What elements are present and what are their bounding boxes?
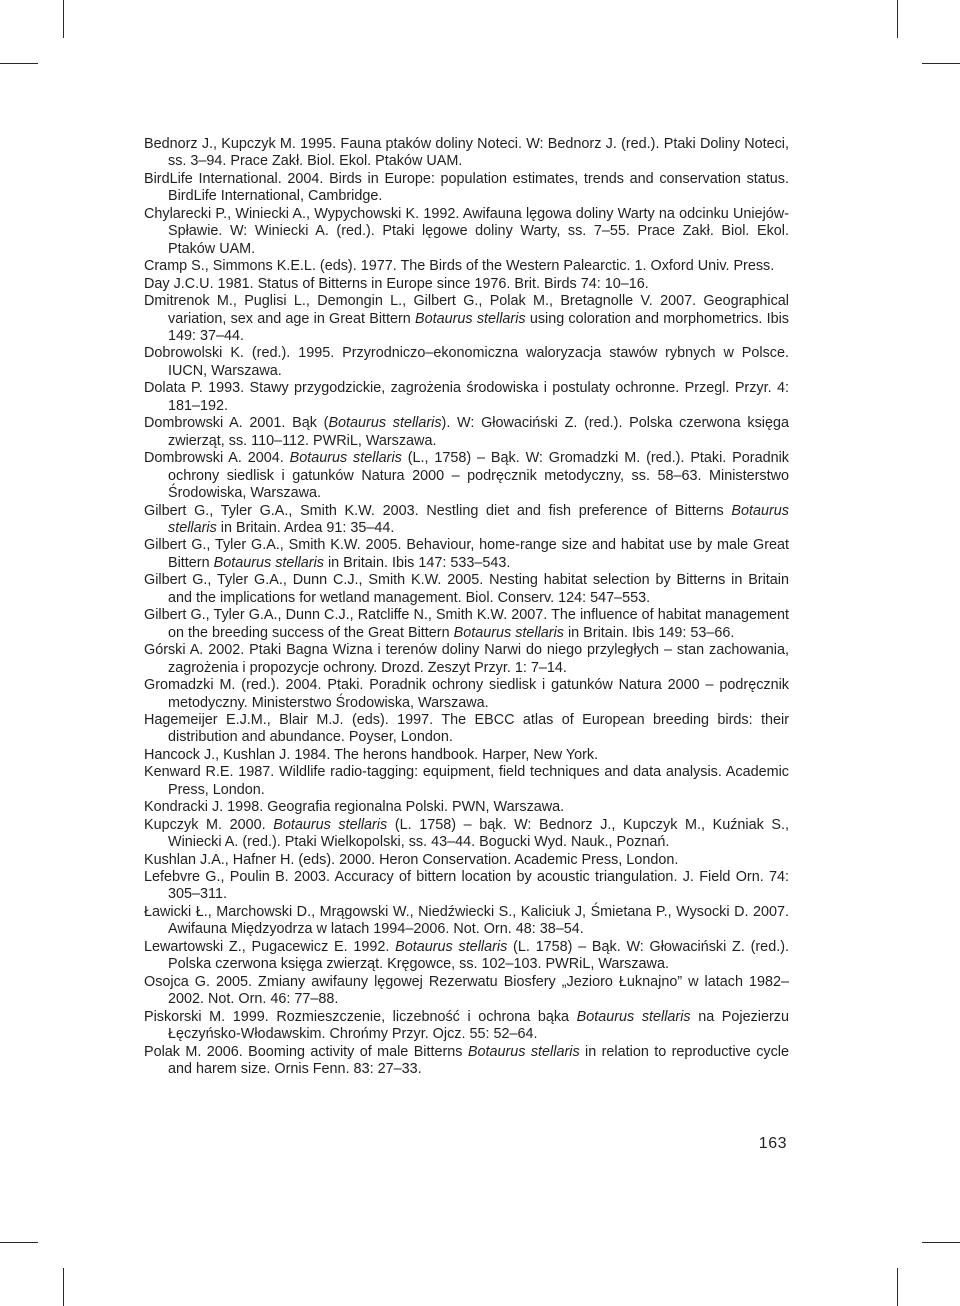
reference-entry: Lewartowski Z., Pugacewicz E. 1992. Botaurus stellaris (L. 1758) – Bąk. W: Głowaciński Z. (red.). Polska czerwona księga zwierząt. Kręgowce, ss. 102–103. PWRiL, Warszawa. [144, 938, 789, 973]
crop-mark-top-left [63, 0, 64, 38]
reference-entry: Hancock J., Kushlan J. 1984. The herons handbook. Harper, New York. [144, 746, 599, 763]
reference-list [144, 136, 789, 1078]
reference-entry: Gilbert G., Tyler G.A., Dunn C.J., Smith K.W. 2005. Nesting habitat selection by Bitterns in Britain and the implications for wetland management. Biol. Conserv. 124: 547–553. [144, 572, 789, 606]
reference-entry: Polak M. 2006. Booming activity of male Bitterns Botaurus stellaris in relation to reproductive cycle and harem size. Ornis Fenn. 83: 27–33. [144, 1043, 789, 1078]
reference-entry: Górski A. 2002. Ptaki Bagna Wizna i terenów doliny Narwi do niego przyległych – stan zachowania, zagrożenia i propozycje ochrony. Drozd. Zeszyt Przyr. 1: 7–14. [144, 642, 789, 676]
reference-entry: Osojca G. 2005. Zmiany awifauny lęgowej Rezerwatu Biosfery „Jezioro Łuknajno” w latach 1982–2002. Not. Orn. 46: 77–88. [144, 973, 789, 1008]
reference-entry: Bednorz J., Kupczyk M. 1995. Fauna ptaków doliny Noteci. W: Bednorz J. (red.). Ptaki Doliny Noteci, ss. 3–94. Prace Zakł. Biol. Ekol. Ptaków UAM. [144, 136, 789, 170]
reference-entry: Ławicki Ł., Marchowski D., Mrągowski W., Niedźwiecki S., Kaliciuk J, Śmietana P., Wysocki D. 2007. Awifauna Międzyodrza w latach 1994–2006. Not. Orn. 48: 38–54. [144, 903, 789, 938]
crop-mark-bottom-right [897, 1268, 898, 1306]
reference-entry: Kondracki J. 1998. Geografia regionalna Polski. PWN, Warszawa. [144, 799, 565, 816]
reference-entry: Kupczyk M. 2000. Botaurus stellaris (L. 1758) – bąk. W: Bednorz J., Kupczyk M., Kuźniak S., Winiecki A. (red.). Ptaki Wielkopolski, ss. 43–44. Bogucki Wyd. Nauk., Poznań. [144, 816, 789, 851]
crop-mark-left-top [0, 63, 38, 64]
reference-entry: Kenward R.E. 1987. Wildlife radio-tagging: equipment, field techniques and data analysis. Academic Press, London. [144, 764, 789, 798]
reference-entry: Cramp S., Simmons K.E.L. (eds). 1977. The Birds of the Western Palearctic. 1. Oxford Univ. Press. [144, 258, 775, 275]
page-number: 163 [758, 1135, 787, 1152]
crop-mark-right-bottom [922, 1242, 960, 1243]
reference-entry: Hagemeijer E.J.M., Blair M.J. (eds). 1997. The EBCC atlas of European breeding birds: their distribution and abundance. Poyser, London. [144, 711, 789, 746]
crop-mark-top-right [897, 0, 898, 38]
reference-entry: Gilbert G., Tyler G.A., Dunn C.J., Ratcliffe N., Smith K.W. 2007. The influence of habitat management on the breeding success of the Great Bittern Botaurus stellaris in Britain. Ibis 149: 53–66. [144, 607, 789, 641]
reference-entry: Gilbert G., Tyler G.A., Smith K.W. 2003. Nestling diet and fish preference of Bitterns Botaurus stellaris in Britain. Ardea 91: 35–44. [144, 502, 789, 536]
reference-entry: Kushlan J.A., Hafner H. (eds). 2000. Heron Conservation. Academic Press, London. [144, 851, 679, 868]
reference-entry: Dolata P. 1993. Stawy przygodzickie, zagrożenia środowiska i postulaty ochronne. Przegl. Przyr. 4: 181–192. [144, 380, 789, 414]
reference-entry: Piskorski M. 1999. Rozmieszczenie, liczebność i ochrona bąka Botaurus stellaris na Pojezierzu Łęczyńsko-Włodawskim. Chrońmy Przyr. Ojcz. 55: 52–64. [144, 1008, 789, 1043]
crop-mark-left-bottom [0, 1242, 38, 1243]
reference-entry: Gilbert G., Tyler G.A., Smith K.W. 2005. Behaviour, home-range size and habitat use by male Great Bittern Botaurus stellaris in Britain. Ibis 147: 533–543. [144, 537, 789, 571]
reference-entry: Dmitrenok M., Puglisi L., Demongin L., Gilbert G., Polak M., Bretagnolle V. 2007. Geographical variation, sex and age in Great Bittern Botaurus stellaris using coloration and morphometrics. Ibis 149: 37–44. [144, 293, 789, 344]
crop-mark-right-top [922, 63, 960, 64]
reference-entry: BirdLife International. 2004. Birds in Europe: population estimates, trends and conservation status. BirdLife International, Cambridge. [144, 170, 789, 205]
reference-entry: Gromadzki M. (red.). 2004. Ptaki. Poradnik ochrony siedlisk i gatunków Natura 2000 – podręcznik metodyczny. Ministerstwo Środowiska, Warszawa. [144, 677, 789, 711]
reference-entry: Dombrowski A. 2001. Bąk (Botaurus stellaris). W: Głowaciński Z. (red.). Polska czerwona księga zwierząt, ss. 110–112. PWRiL, Warszawa. [144, 415, 789, 449]
reference-entry: Dobrowolski K. (red.). 1995. Przyrodniczo–ekonomiczna waloryzacja stawów rybnych w Polsce. IUCN, Warszawa. [144, 345, 789, 379]
reference-entry: Dombrowski A. 2004. Botaurus stellaris (L., 1758) – Bąk. W: Gromadzki M. (red.). Ptaki. Poradnik ochrony siedlisk i gatunków Natura 2000 – podręcznik metodyczny, ss. 58–63. Ministerstwo Środowiska, Warszawa. [144, 450, 789, 502]
reference-entry: Day J.C.U. 1981. Status of Bitterns in Europe since 1976. Brit. Birds 74: 10–16. [144, 275, 649, 292]
reference-entry: Chylarecki P., Winiecki A., Wypychowski K. 1992. Awifauna lęgowa doliny Warty na odcinku Uniejów-Spławie. W: Winiecki A. (red.). Ptaki lęgowe doliny Warty, ss. 7–55. Prace Zakł. Biol. Ekol. Ptaków UAM. [144, 205, 789, 257]
crop-mark-bottom-left [63, 1268, 64, 1306]
reference-entry: Lefebvre G., Poulin B. 2003. Accuracy of bittern location by acoustic triangulation. J. Field Orn. 74: 305–311. [144, 869, 789, 903]
